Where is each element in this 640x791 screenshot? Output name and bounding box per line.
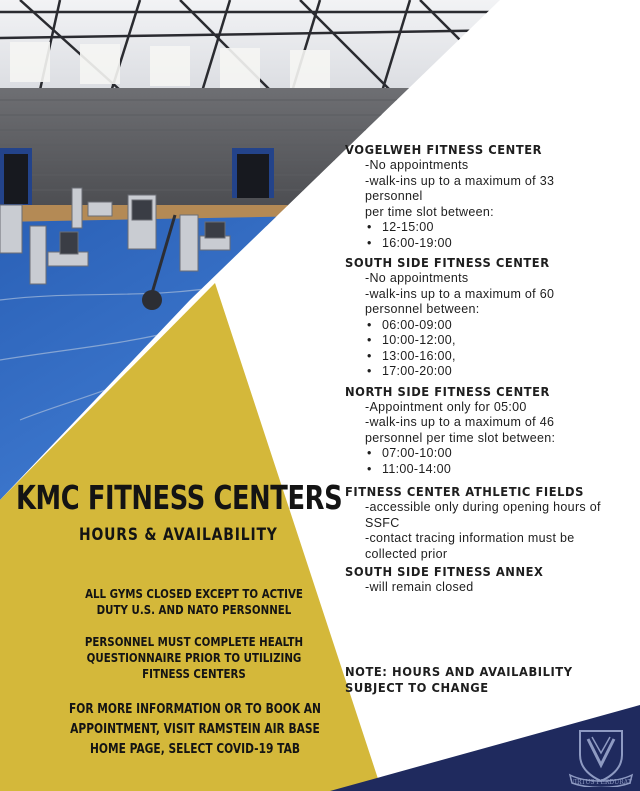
center-line: personnel between: — [365, 302, 480, 316]
crest-logo — [566, 725, 636, 787]
center-line: -walk-ins up to a maximum of 33 — [365, 173, 555, 188]
center-title: NORTH SIDE FITNESS CENTER — [345, 383, 550, 399]
center-line: -No appointments — [365, 158, 469, 172]
eligibility-note: ALL GYMS CLOSED EXCEPT TO ACTIVE DUTY U.S. AND NATO PERSONNEL — [85, 586, 303, 617]
center-line: collected prior — [365, 546, 448, 561]
time-slot-list — [345, 318, 630, 380]
time-slot-list — [345, 220, 630, 251]
center-vogelweh — [345, 142, 630, 251]
time-slot: • 07:00-10:00 — [367, 446, 630, 462]
crest-motto: VIRTUS PERDURAT — [570, 779, 632, 786]
center-line: personnel — [365, 189, 423, 203]
time-slot: • 13:00-16:00, — [367, 349, 630, 365]
time-slot: • 10:00-12:00, — [367, 333, 630, 349]
time-slot: • 16:00-19:00 — [367, 236, 630, 252]
center-title: FITNESS CENTER ATHLETIC FIELDS — [345, 484, 584, 499]
poster-title: KMC FITNESS CENTERS — [16, 478, 343, 517]
time-slot-list — [345, 446, 630, 477]
time-slot: • 11:00-14:00 — [367, 462, 630, 478]
center-south-side-annex — [345, 564, 630, 596]
center-line: SSFC — [365, 515, 400, 530]
center-line: -walk-ins up to a maximum of 60 — [365, 286, 555, 301]
center-north-side — [345, 384, 630, 478]
time-slot: • 06:00-09:00 — [367, 318, 630, 334]
center-line: -walk-ins up to a maximum of 46 — [365, 415, 555, 429]
center-line: per time slot between: — [365, 204, 494, 219]
center-title: SOUTH SIDE FITNESS CENTER — [345, 255, 550, 270]
center-title: VOGELWEH FITNESS CENTER — [345, 142, 543, 157]
center-south-side — [345, 255, 630, 380]
time-slot: • 17:00-20:00 — [367, 364, 630, 380]
time-slot: • 12-15:00 — [367, 220, 630, 236]
center-line: personnel per time slot between: — [365, 430, 556, 445]
hours-disclaimer: NOTE: HOURS AND AVAILABILITY SUBJECT TO CHANGE — [345, 664, 573, 695]
center-line: -Appointment only for 05:00 — [365, 399, 527, 414]
centers-column — [345, 142, 630, 596]
center-athletic-fields — [345, 484, 630, 562]
center-line: -contact tracing information must be — [365, 531, 575, 545]
center-line: -accessible only during opening hours of — [365, 500, 601, 514]
center-line: -No appointments — [365, 271, 469, 285]
more-info-note: FOR MORE INFORMATION OR TO BOOK AN APPOINTMENT, VISIT RAMSTEIN AIR BASE HOME PAGE, SELECT COVID-19 TAB — [69, 702, 321, 757]
center-line: -will remain closed — [365, 580, 474, 594]
questionnaire-note: PERSONNEL MUST COMPLETE HEALTH QUESTIONNAIRE PRIOR TO UTILIZING FITNESS CENTERS — [84, 634, 304, 681]
center-title: SOUTH SIDE FITNESS ANNEX — [345, 564, 544, 579]
poster-subtitle: HOURS & AVAILABILITY — [79, 525, 278, 545]
